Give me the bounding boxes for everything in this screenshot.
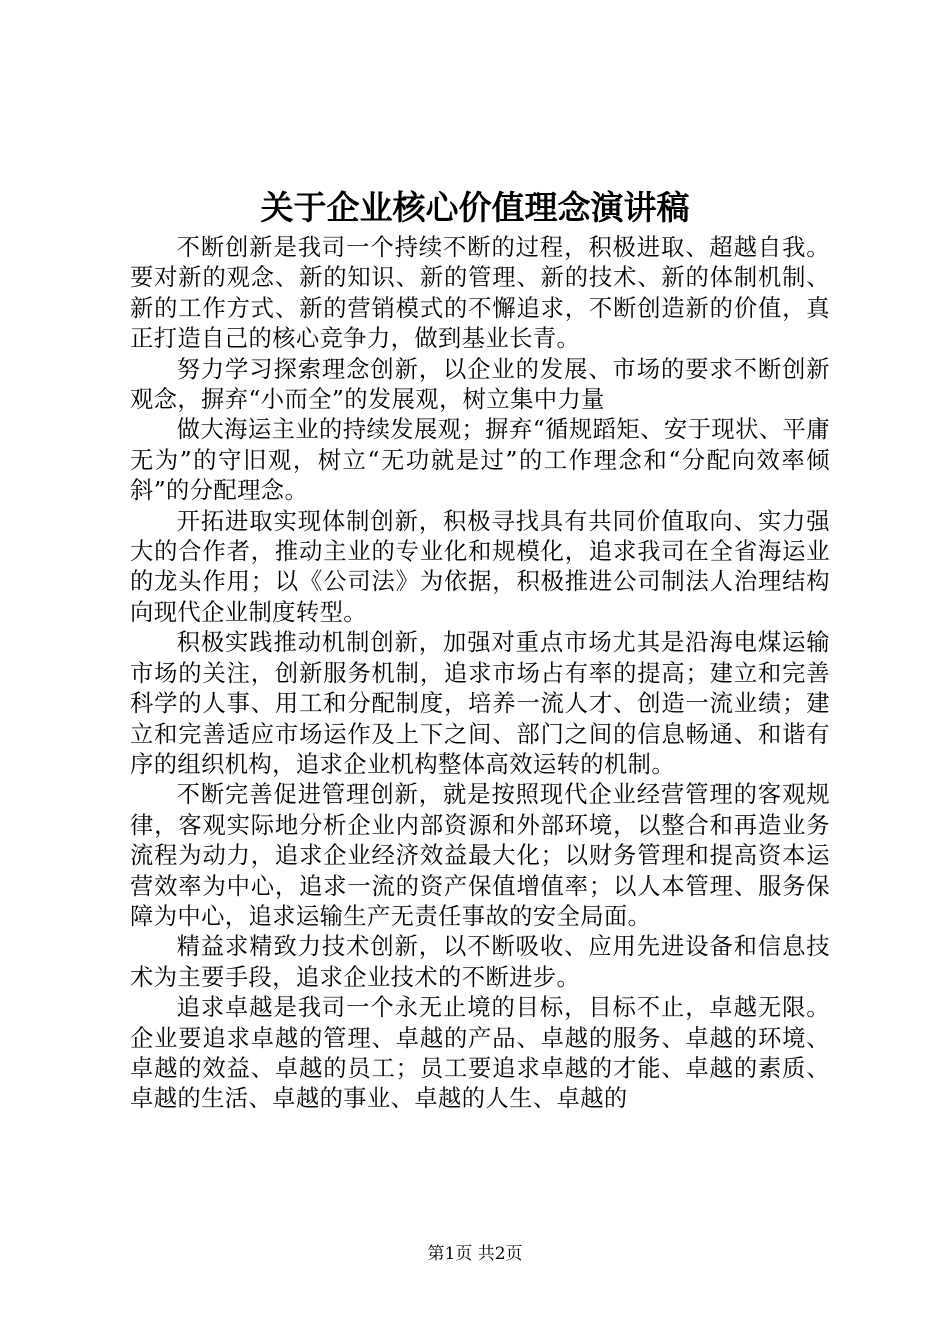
- document-body: [130, 233, 830, 1115]
- paragraph-1: 不断创新是我司一个持续不断的过程，积极进取、超越自我。要对新的观念、新的知识、新的管理、新的技术、新的体制机制、新的工作方式、新的营销模式的不懈追求，不断创造新的价值，真正打造自己的核心竞争力，做到基业长青。: [130, 234, 830, 353]
- paragraph-7: 精益求精致力技术创新，以不断吸收、应用先进设备和信息技术为主要手段，追求企业技术的不断进步。: [130, 933, 830, 991]
- paragraph-6: 不断完善促进管理创新，就是按照现代企业经营管理的客观规律，客观实际地分析企业内部资源和外部环境，以整合和再造业务流程为动力，追求企业经济效益最大化；以财务管理和提高资本运营效率为中心，追求一流的资产保值增值率；以人本管理、服务保障为中心，追求运输生产无责任事故的安全局面。: [130, 781, 830, 930]
- document-title: 关于企业核心价值理念演讲稿: [260, 188, 690, 227]
- paragraph-3: 做大海运主业的持续发展观；摒弃“循规蹈矩、安于现状、平庸无为”的守旧观，树立“无功就是过”的工作理念和“分配向效率倾斜”的分配理念。: [130, 416, 830, 505]
- page-footer: 第1页 共2页: [427, 1244, 523, 1264]
- paragraph-4: 开拓进取实现体制创新，积极寻找具有共同价值取向、实力强大的合作者，推动主业的专业化和规模化，追求我司在全省海运业的龙头作用；以《公司法》为依据，积极推进公司制法人治理结构向现代企业制度转型。: [130, 507, 830, 626]
- paragraph-5: 积极实践推动机制创新，加强对重点市场尤其是沿海电煤运输市场的关注，创新服务机制，追求市场占有率的提高；建立和完善科学的人事、用工和分配制度，培养一流人才、创造一流业绩；建立和完善适应市场运作及上下之间、部门之间的信息畅通、和谐有序的组织机构，追求企业机构整体高效运转的机制。: [130, 629, 830, 778]
- paragraph-2: 努力学习探索理念创新，以企业的发展、市场的要求不断创新观念，摒弃“小而全”的发展观，树立集中力量: [130, 355, 830, 414]
- paragraph-8: 追求卓越是我司一个永无止境的目标，目标不止，卓越无限。企业要追求卓越的管理、卓越的产品、卓越的服务、卓越的环境、卓越的效益、卓越的员工；员工要追求卓越的才能、卓越的素质、卓越的生活、卓越的事业、卓越的人生、卓越的: [130, 994, 830, 1113]
